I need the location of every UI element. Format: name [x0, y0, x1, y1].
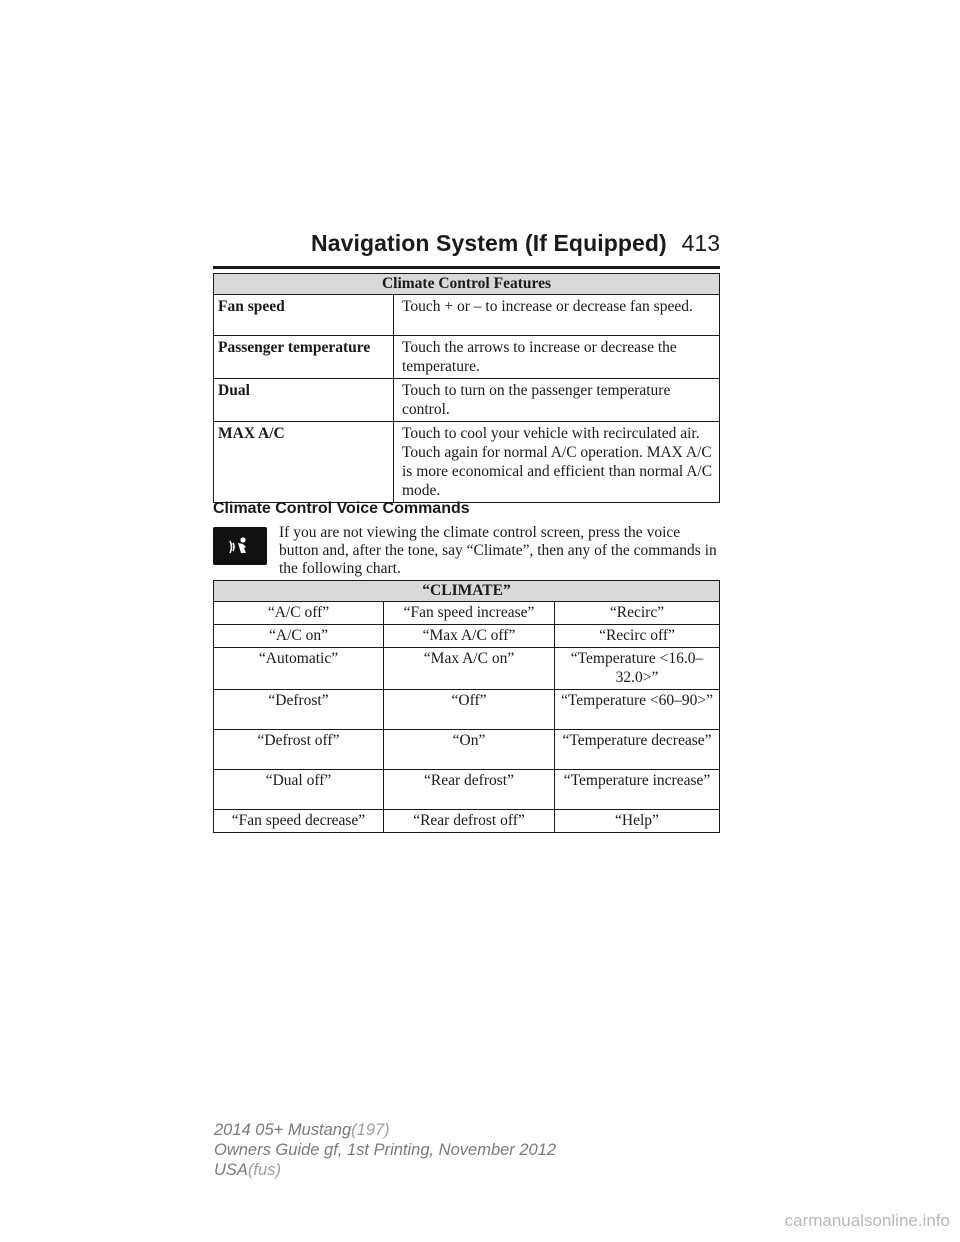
- header-divider: [213, 266, 720, 269]
- command-cell: “Max A/C off”: [384, 625, 555, 648]
- table-row: [214, 625, 720, 648]
- command-cell: “Recirc off”: [555, 625, 720, 648]
- page-header: [311, 226, 720, 266]
- footer-model: 2014 05+ Mustang: [214, 1121, 352, 1139]
- command-cell: “Max A/C on”: [384, 648, 555, 690]
- table-row: [214, 730, 720, 770]
- page-title: Navigation System (If Equipped): [311, 230, 667, 256]
- footer-model-code: (197): [351, 1121, 390, 1139]
- table-row: [214, 422, 720, 503]
- command-cell: “Dual off”: [214, 770, 384, 810]
- table-row: [214, 770, 720, 810]
- command-cell: “Defrost off”: [214, 730, 384, 770]
- command-cell: “A/C off”: [214, 602, 384, 625]
- table-row: [214, 379, 720, 422]
- command-cell: “Temperature <60–90>”: [555, 690, 720, 730]
- footer-region-line: [214, 1161, 281, 1180]
- table-title: “CLIMATE”: [214, 581, 720, 602]
- command-cell: “Off”: [384, 690, 555, 730]
- feature-label: Fan speed: [214, 295, 394, 336]
- command-cell: “Recirc”: [555, 602, 720, 625]
- feature-description: Touch to cool your vehicle with recirculated air. Touch again for normal A/C operation. MAX A/C is more economical and efficient than normal A/C mode.: [394, 422, 720, 503]
- table-row: [214, 648, 720, 690]
- voice-button-icon: [213, 527, 267, 565]
- table-row: [214, 810, 720, 833]
- feature-label: MAX A/C: [214, 422, 394, 503]
- command-cell: “Defrost”: [214, 690, 384, 730]
- table-row: [214, 690, 720, 730]
- command-cell: “Temperature increase”: [555, 770, 720, 810]
- command-cell: “Help”: [555, 810, 720, 833]
- command-cell: “Temperature <16.0–32.0>”: [555, 648, 720, 690]
- climate-voice-commands-table: [213, 580, 720, 833]
- table-row: [214, 295, 720, 336]
- table-row: [214, 602, 720, 625]
- table-row: [214, 336, 720, 379]
- command-cell: “Fan speed decrease”: [214, 810, 384, 833]
- command-cell: “Fan speed increase”: [384, 602, 555, 625]
- footer-printing-line: Owners Guide gf, 1st Printing, November 2012: [214, 1141, 557, 1159]
- command-cell: “Rear defrost”: [384, 770, 555, 810]
- feature-label: Dual: [214, 379, 394, 422]
- page-number: 413: [681, 230, 720, 256]
- footer-model-line: [214, 1121, 390, 1140]
- climate-control-features-table: [213, 273, 720, 503]
- command-cell: “On”: [384, 730, 555, 770]
- voice-intro-text: If you are not viewing the climate control screen, press the voice button and, after the tone, say “Climate”, then any of the commands in the following chart.: [279, 524, 717, 577]
- section-heading: Climate Control Voice Commands: [213, 500, 470, 517]
- command-cell: “Automatic”: [214, 648, 384, 690]
- command-cell: “A/C on”: [214, 625, 384, 648]
- table-title: Climate Control Features: [214, 274, 720, 295]
- footer-region-code: (fus): [247, 1161, 281, 1179]
- feature-description: Touch the arrows to increase or decrease the temperature.: [394, 336, 720, 379]
- footer-region: USA: [214, 1161, 248, 1179]
- watermark: carmanualsonline.info: [784, 1211, 950, 1230]
- command-cell: “Rear defrost off”: [384, 810, 555, 833]
- command-cell: “Temperature decrease”: [555, 730, 720, 770]
- feature-label: Passenger temperature: [214, 336, 394, 379]
- feature-description: Touch + or – to increase or decrease fan speed.: [394, 295, 720, 336]
- feature-description: Touch to turn on the passenger temperature control.: [394, 379, 720, 422]
